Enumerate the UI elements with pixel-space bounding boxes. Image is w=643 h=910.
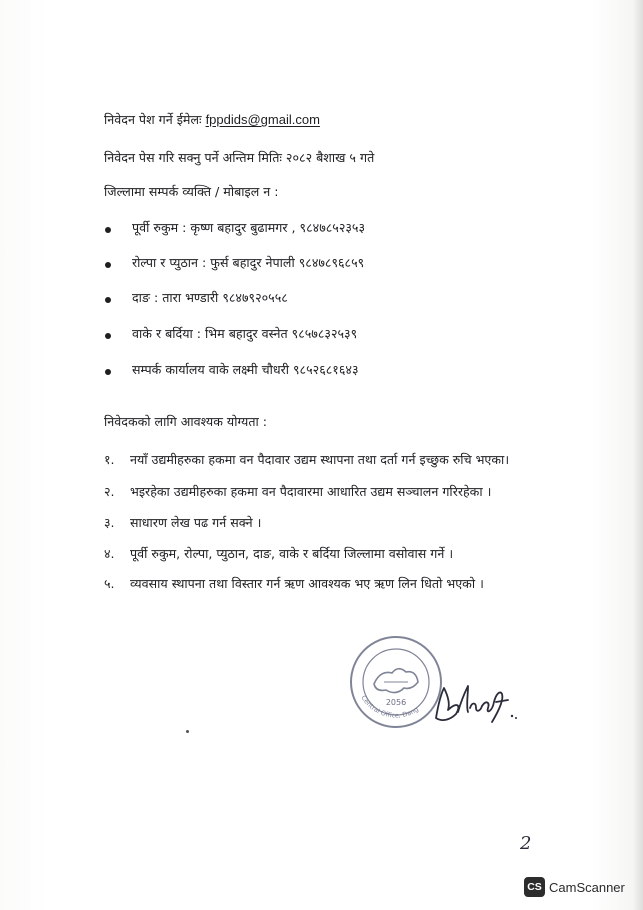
eligibility-item: भइरहेका उद्यमीहरुका हकमा वन पैदावारमा आधारित उद्यम सञ्चालन गरिरहेका । bbox=[130, 484, 492, 499]
eligibility-item: नयाँ उद्यमीहरुका हकमा वन पैदावार उद्यम स्थापना तथा दर्ता गर्न इच्छुक रुचि भएका। bbox=[130, 452, 510, 467]
email-label: निवेदन पेश गर्ने ईमेलः bbox=[104, 112, 202, 127]
page-number: 2 bbox=[520, 833, 532, 854]
bullet-icon bbox=[105, 297, 111, 303]
seal-year: 2056 bbox=[385, 698, 407, 707]
email-line bbox=[104, 112, 320, 128]
eligibility-item: व्यवसाय स्थापना तथा विस्तार गर्न ऋण आवश्यक भए ऋण लिन धितो भएको । bbox=[130, 576, 484, 591]
contact-item: पूर्वी रुकुम : कृष्ण बहादुर बुढामगर , ९८४७८५२३५३ bbox=[132, 220, 366, 235]
handwritten-signature bbox=[428, 672, 520, 732]
page-number-mark bbox=[518, 832, 544, 854]
contact-item: सम्पर्क कार्यालय वाके लक्ष्मी चौधरी ९८५२६८१६४३ bbox=[132, 362, 359, 377]
eligibility-number: ५. bbox=[104, 576, 115, 591]
bullet-icon bbox=[105, 333, 111, 339]
eligibility-number: १. bbox=[104, 452, 115, 467]
contact-item: वाके र बर्दिया : भिम बहादुर वस्नेत ९८५७८३२५३९ bbox=[132, 326, 358, 341]
scan-speck bbox=[186, 730, 189, 733]
bullet-icon bbox=[105, 369, 111, 375]
page-edge-shadow bbox=[633, 0, 643, 910]
seal-ring-text: Central Office, Dang bbox=[359, 694, 420, 720]
eligibility-number: ३. bbox=[104, 515, 115, 530]
camscanner-logo-icon: CS bbox=[524, 877, 545, 897]
bullet-icon bbox=[105, 227, 111, 233]
camscanner-label: CamScanner bbox=[549, 879, 625, 895]
contact-item: दाङ : तारा भण्डारी ९८४७९२०५५८ bbox=[132, 290, 288, 305]
bullet-icon bbox=[105, 262, 111, 268]
eligibility-heading: निवेदकको लागि आवश्यक योग्यता : bbox=[104, 414, 268, 429]
email-address: fppdids@gmail.com bbox=[205, 112, 320, 127]
eligibility-item: पूर्वी रुकुम, रोल्पा, प्युठान, दाङ, वाके र बर्दिया जिल्लामा वसोवास गर्ने । bbox=[130, 546, 454, 561]
eligibility-number: २. bbox=[104, 484, 115, 499]
eligibility-number: ४. bbox=[104, 546, 115, 561]
contact-item: रोल्पा र प्युठान : फुर्स बहादुर नेपाली ९८४७८९६८५९ bbox=[132, 255, 365, 270]
camscanner-watermark bbox=[524, 877, 625, 897]
eligibility-item: साधारण लेख पढ गर्न सक्ने । bbox=[130, 515, 262, 530]
contacts-heading: जिल्लामा सम्पर्क व्यक्ति / मोबाइल न : bbox=[104, 184, 279, 199]
deadline-line: निवेदन पेस गरि सक्नु पर्ने अन्तिम मितिः २०८२ बैशाख ५ गते bbox=[104, 150, 375, 165]
